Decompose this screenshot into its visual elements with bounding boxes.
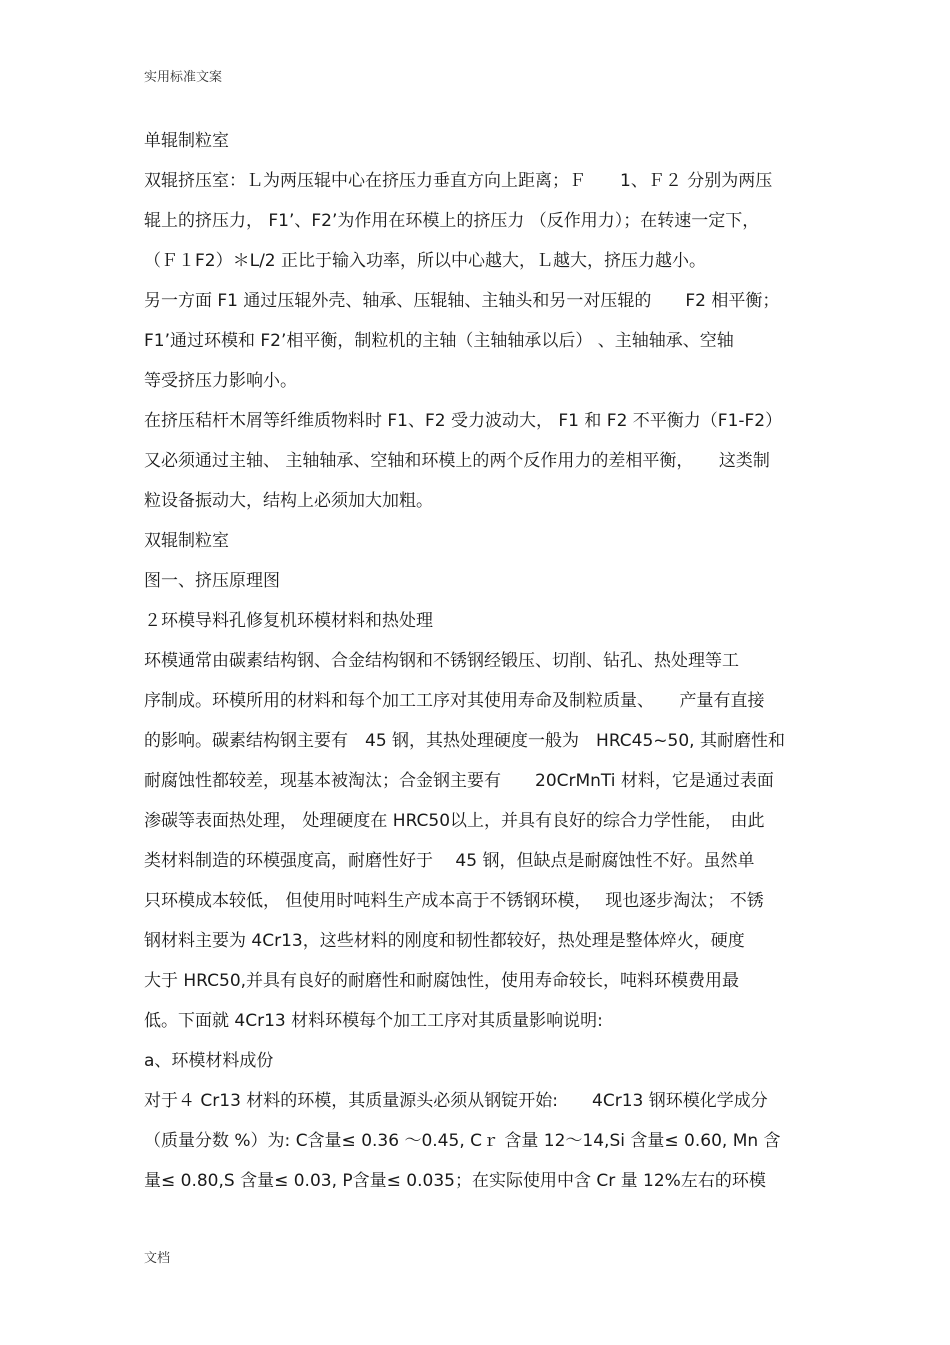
- text-line: 对于４ Cr13 材料的环模，其质量源头必须从钢锭开始: 4Cr13 钢环模化学成分: [144, 1091, 768, 1111]
- text-line: 低。下面就 4Cr13 材料环模每个加工工序对其质量影响说明:: [144, 1011, 603, 1031]
- text-line: 双辊制粒室: [144, 531, 229, 551]
- text-line: ２环模导料孔修复机环模材料和热处理: [144, 611, 433, 631]
- text-line: （Ｆ１F2）＊L/2 正比于输入功率，所以中心越大，Ｌ越大，挤压力越小。: [144, 251, 707, 271]
- text-line: 又必须通过主轴、 主轴轴承、空轴和环模上的两个反作用力的差相平衡， 这类制: [144, 451, 770, 471]
- text-line: 双辊挤压室：Ｌ为两压辊中心在挤压力垂直方向上距离；Ｆ 1、Ｆ２ 分别为两压: [144, 171, 773, 191]
- text-line: 等受挤压力影响小。: [144, 371, 297, 391]
- document-body: [144, 126, 814, 1206]
- text-line: 序制成。环模所用的材料和每个加工工序对其使用寿命及制粒质量、 产量有直接: [144, 691, 765, 711]
- text-line: 环模通常由碳素结构钢、合金结构钢和不锈钢经锻压、切削、钻孔、热处理等工: [144, 651, 739, 671]
- page-footer: 文档: [144, 1251, 171, 1266]
- text-line: 在挤压秸杆木屑等纤维质物料时 F1、F2 受力波动大， F1 和 F2 不平衡力（F1-F2）: [144, 411, 783, 431]
- text-line: 钢材料主要为 4Cr13，这些材料的刚度和韧性都较好，热处理是整体焠火，硬度: [144, 931, 745, 951]
- text-line: 渗碳等表面热处理， 处理硬度在 HRC50以上，并具有良好的综合力学性能， 由此: [144, 811, 765, 831]
- text-line: （质量分数 %）为: C含量≤ 0.36 ～0.45, Cｒ 含量 12～14,Si 含量≤ 0.60, Mn 含: [144, 1131, 781, 1151]
- text-line: 图一、挤压原理图: [144, 571, 280, 591]
- text-line: 只环模成本较低， 但使用时吨料生产成本高于不锈钢环模， 现也逐步淘汰； 不锈: [144, 891, 764, 911]
- text-line: 大于 HRC50,并具有良好的耐磨性和耐腐蚀性，使用寿命较长，吨料环模费用最: [144, 971, 740, 991]
- text-line: 粒设备振动大，结构上必须加大加粗。: [144, 491, 433, 511]
- text-line: 类材料制造的环模强度高，耐磨性好于 45 钢，但缺点是耐腐蚀性不好。虽然单: [144, 851, 755, 871]
- page-header: 实用标准文案: [144, 70, 223, 85]
- text-line: F1’通过环模和 F2’相平衡，制粒机的主轴（主轴轴承以后） 、主轴轴承、空轴: [144, 331, 734, 351]
- text-line: 耐腐蚀性都较差，现基本被淘汰；合金钢主要有 20CrMnTi 材料，它是通过表面: [144, 771, 774, 791]
- text-line: 的影响。碳素结构钢主要有 45 钢，其热处理硬度一般为 HRC45~50, 其耐磨性和: [144, 731, 785, 751]
- text-line: 另一方面 F1 通过压辊外壳、轴承、压辊轴、主轴头和另一对压辊的 F2 相平衡；: [144, 291, 780, 311]
- text-line: 量≤ 0.80,S 含量≤ 0.03, P含量≤ 0.035；在实际使用中含 Cr 量 12%左右的环模: [144, 1171, 766, 1191]
- text-line: a、环模材料成份: [144, 1051, 274, 1071]
- text-line: 辊上的挤压力， F1’、F2’为作用在环模上的挤压力 （反作用力）；在转速一定下，: [144, 211, 760, 231]
- text-line: 单辊制粒室: [144, 131, 229, 151]
